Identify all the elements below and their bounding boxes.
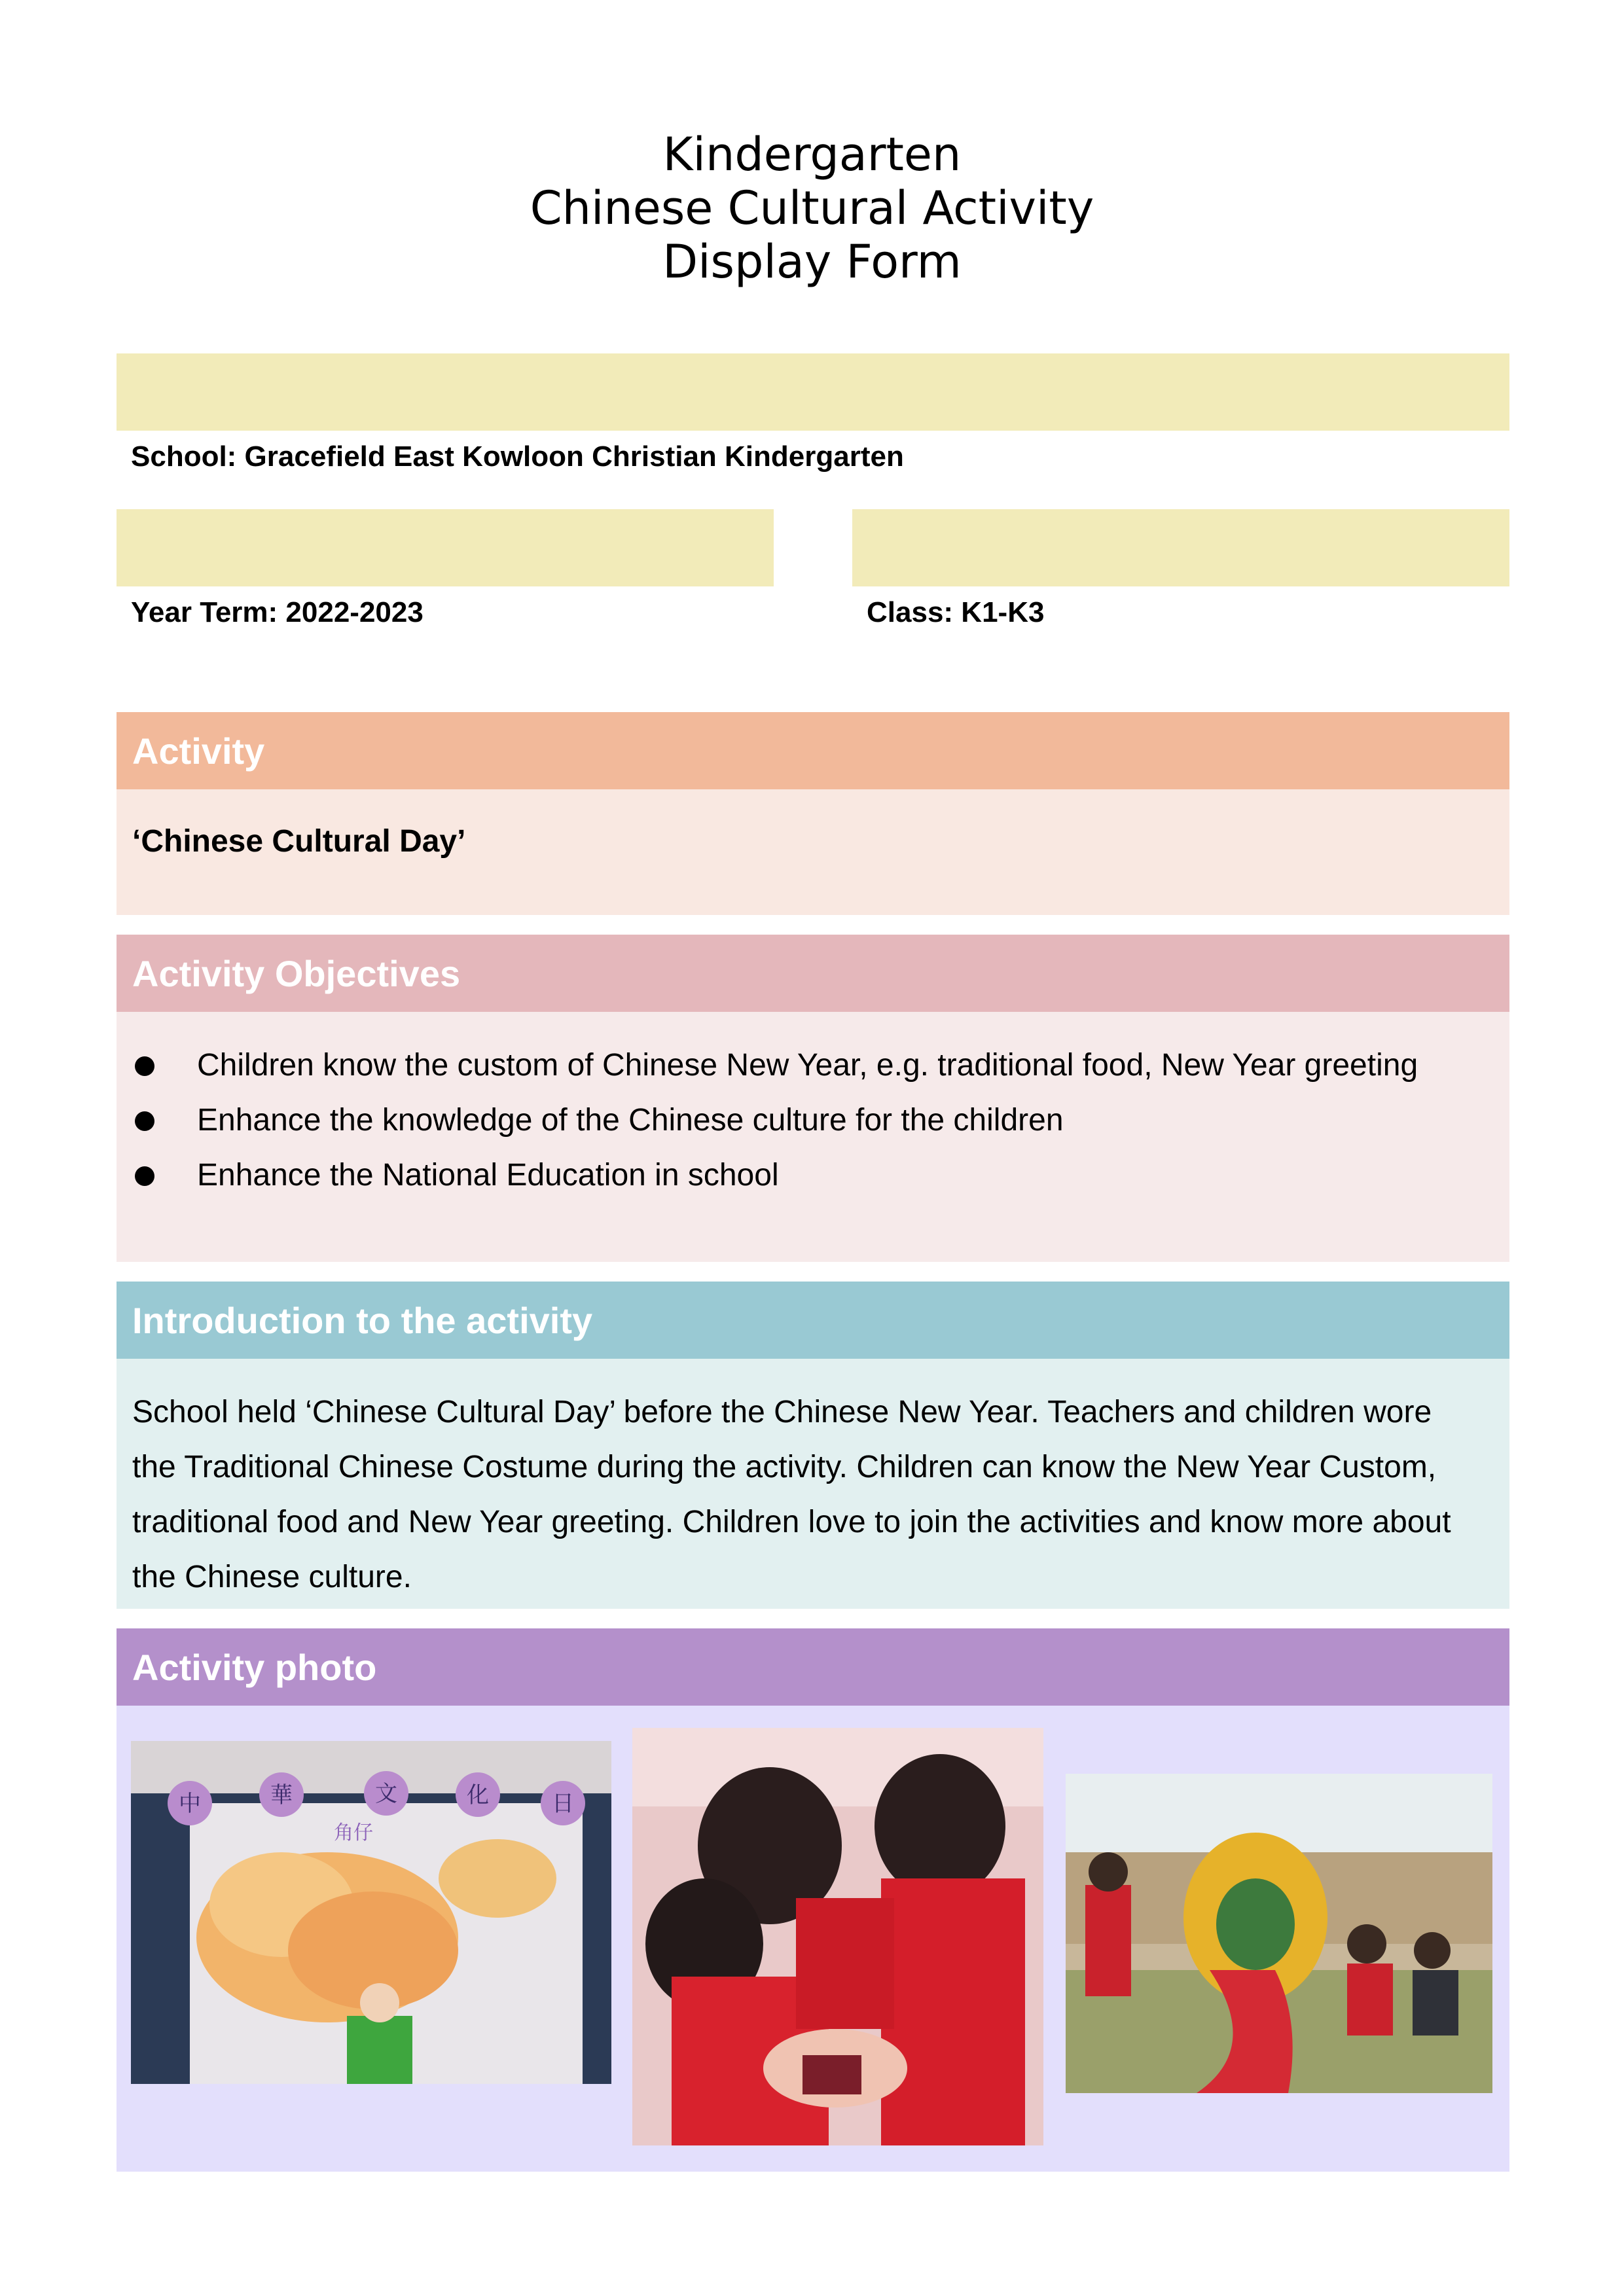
objective-text: Enhance the knowledge of the Chinese culture for the children (197, 1103, 1064, 1138)
intro-line: the Chinese culture. (132, 1560, 412, 1594)
introduction-section (117, 1359, 1509, 1609)
banner-char: 華 (270, 1782, 293, 1808)
school-label: School: Gracefield East Kowloon Christian Kindergarten (131, 440, 904, 473)
list-item (117, 1038, 1509, 1093)
photo-caption: 角仔 (334, 1821, 373, 1844)
year-term-field[interactable] (117, 509, 774, 586)
banner-char: 日 (552, 1791, 574, 1817)
objective-text: Enhance the National Education in school (197, 1158, 779, 1193)
bullet-icon (135, 1056, 154, 1076)
school-field[interactable] (117, 353, 1509, 431)
objective-text: Children know the custom of Chinese New Year, e.g. traditional food, New Year greeting (197, 1048, 1418, 1083)
activity-name: ‘Chinese Cultural Day’ (132, 824, 466, 859)
objectives-section (117, 1012, 1509, 1262)
bullet-icon (135, 1166, 154, 1186)
activity-heading: Activity (117, 712, 1509, 789)
introduction-text (117, 1359, 1509, 1605)
photo-heading: Activity photo (117, 1628, 1509, 1706)
introduction-heading: Introduction to the activity (117, 1282, 1509, 1359)
objectives-heading: Activity Objectives (117, 935, 1509, 1012)
photo-lion-dance (1066, 1774, 1492, 2093)
banner-char: 中 (179, 1791, 201, 1817)
year-term-label: Year Term: 2022-2023 (131, 596, 424, 628)
title-line-2: Chinese Cultural Activity (530, 181, 1094, 235)
intro-line: the Traditional Chinese Costume during the activity. Children can know the New Year Custom, (132, 1450, 1437, 1484)
banner-char: 文 (375, 1781, 397, 1807)
objectives-list (117, 1012, 1509, 1203)
class-label: Class: K1-K3 (867, 596, 1045, 628)
activity-section (117, 789, 1509, 915)
title-line-3: Display Form (662, 235, 962, 289)
list-item (117, 1148, 1509, 1203)
page-title (0, 128, 1624, 289)
title-line-1: Kindergarten (662, 128, 962, 181)
photo-red-packets (632, 1728, 1043, 2145)
intro-line: School held ‘Chinese Cultural Day’ before the Chinese New Year. Teachers and children wore (132, 1395, 1432, 1429)
bullet-icon (135, 1111, 154, 1131)
list-item (117, 1093, 1509, 1148)
intro-line: traditional food and New Year greeting. Children love to join the activities and know more about (132, 1505, 1451, 1539)
class-field[interactable] (852, 509, 1509, 586)
photo-dumplings (131, 1741, 611, 2084)
banner-char: 化 (467, 1782, 489, 1808)
